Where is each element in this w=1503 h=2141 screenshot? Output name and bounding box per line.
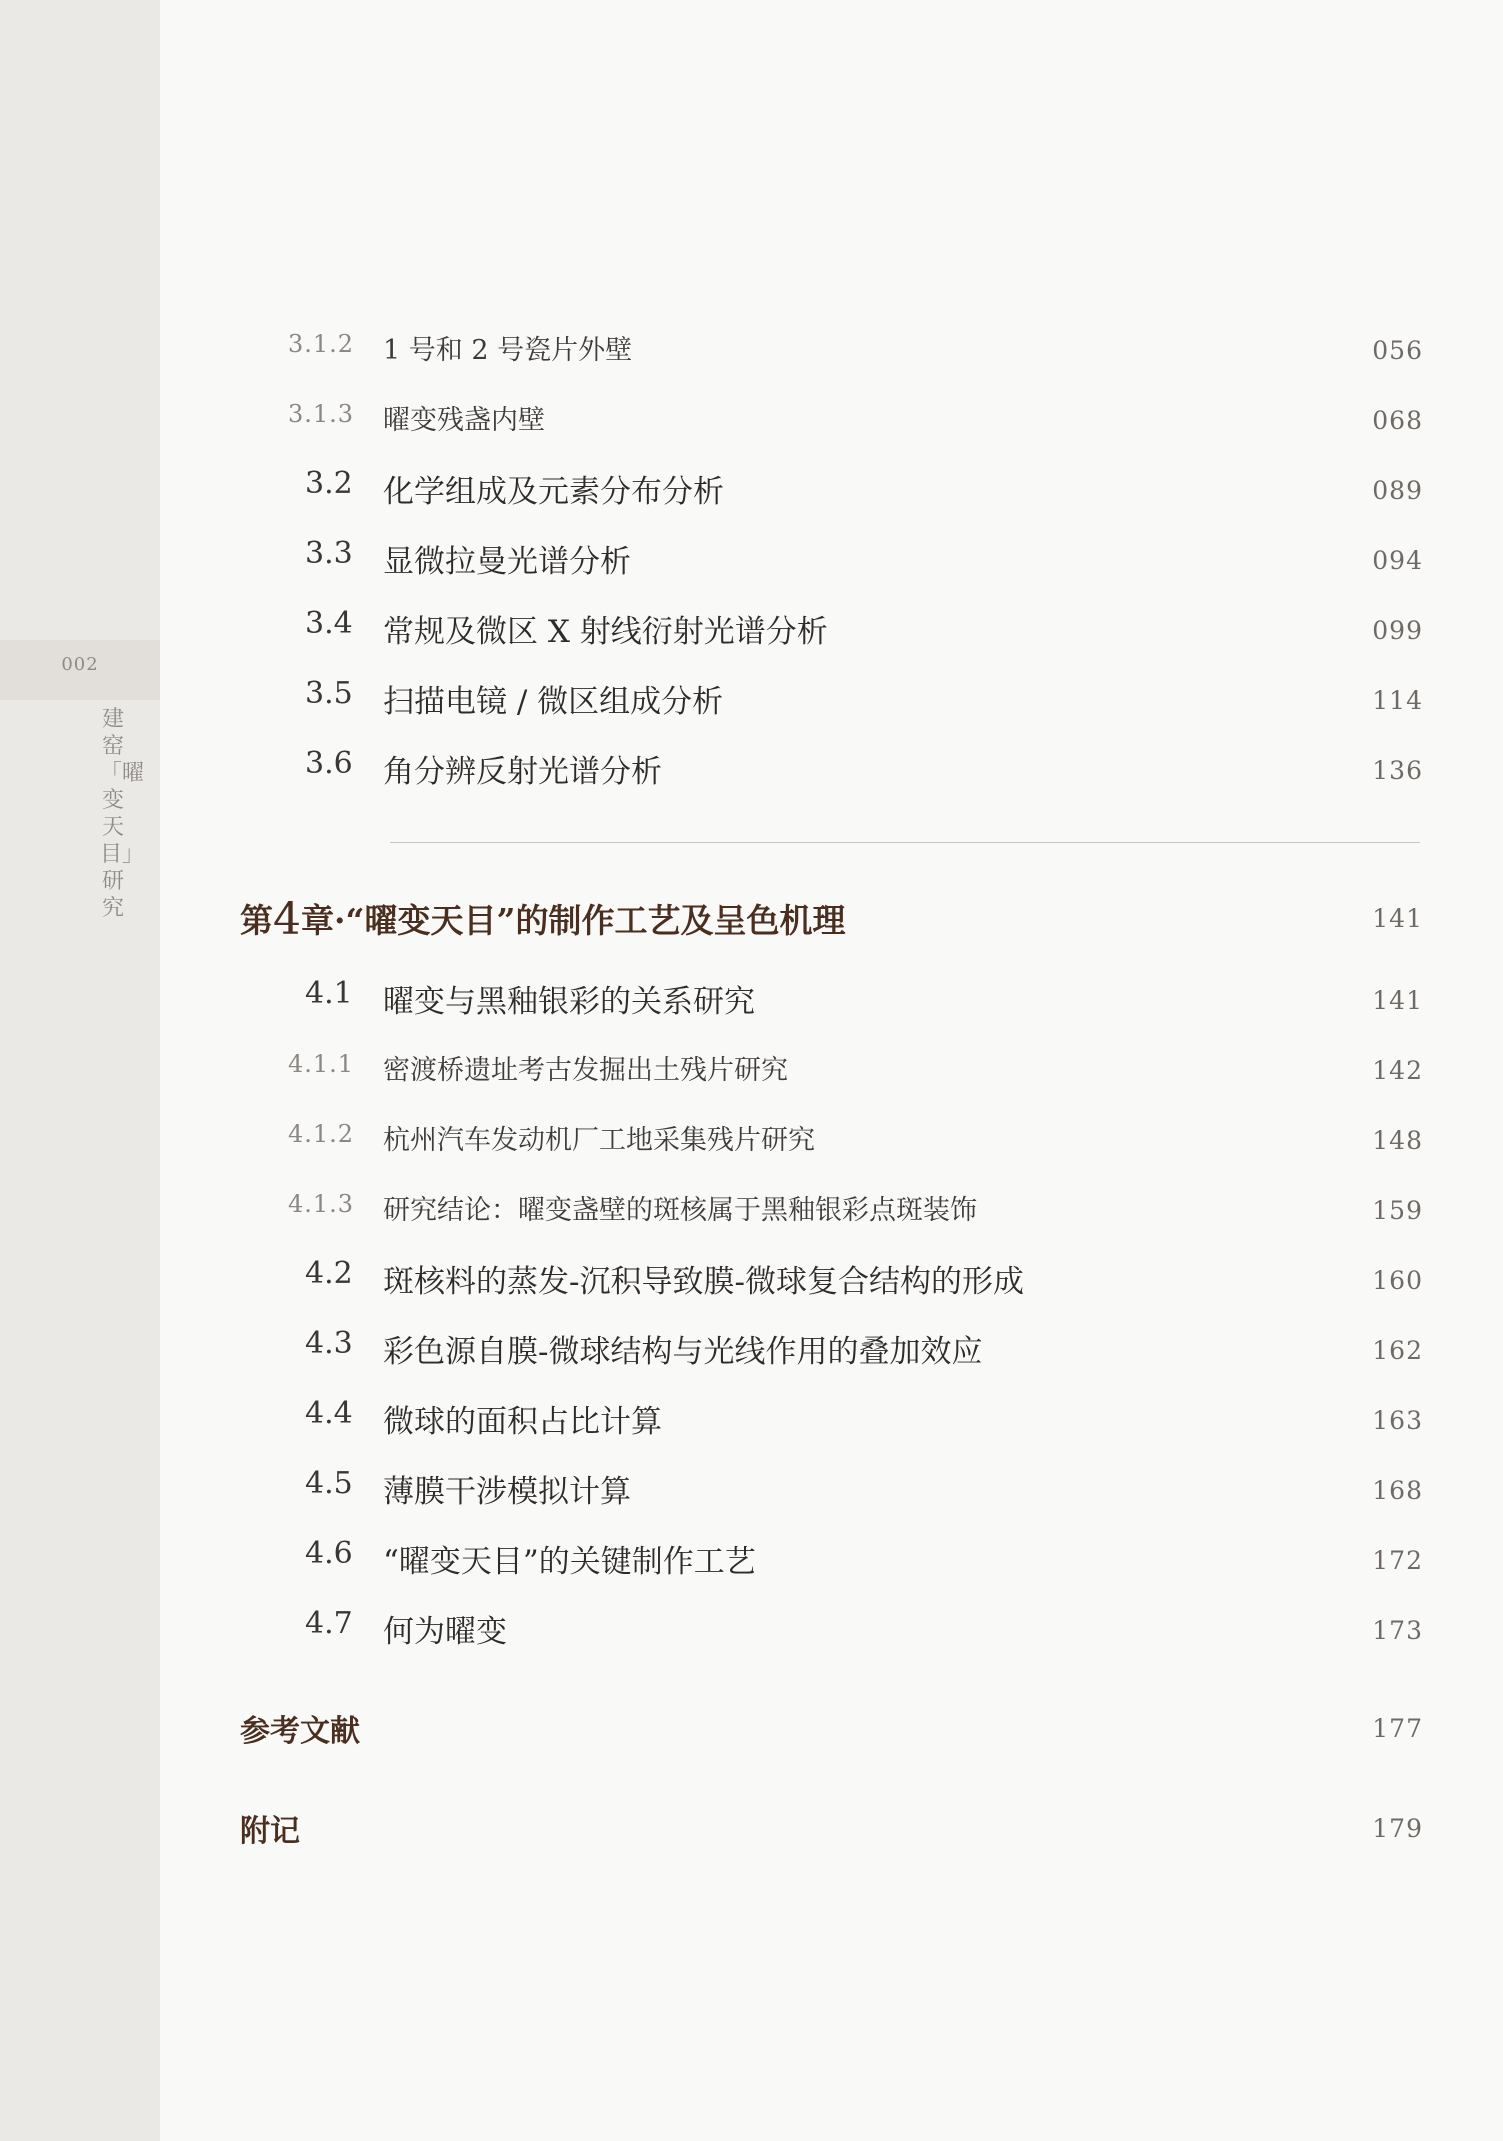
toc-entry-3-1-3[interactable] (0, 396, 1503, 446)
toc-entry-3-3[interactable] (0, 536, 1503, 586)
toc-entry-title: 杭州汽车发动机厂工地采集残片研究 (383, 1125, 815, 1156)
toc-references[interactable] (0, 1706, 1503, 1756)
toc-entry-number: 4.3 (305, 1326, 353, 1361)
toc-entry-number: 4.4 (305, 1396, 353, 1431)
toc-entry-page: 172 (1372, 1546, 1423, 1575)
page-number: 002 (61, 654, 99, 675)
chapter-title: “曜变天目”的制作工艺及呈色机理 (345, 901, 846, 940)
toc-entry-3-6[interactable] (0, 746, 1503, 796)
toc-entry-title: 角分辨反射光谱分析 (383, 754, 662, 790)
toc-entry-page: 141 (1372, 904, 1423, 933)
toc-entry-page: 099 (1372, 616, 1423, 645)
toc-entry-number: 3.5 (305, 676, 353, 711)
toc-entry-number: 4.7 (305, 1606, 353, 1641)
toc-entry-page: 114 (1372, 686, 1423, 715)
toc-entry-3-4[interactable] (0, 606, 1503, 656)
toc-entry-4-7[interactable] (0, 1606, 1503, 1656)
toc-entry-page: 177 (1372, 1714, 1423, 1743)
toc-entry-4-1-3[interactable] (0, 1186, 1503, 1236)
toc-entry-number: 3.3 (305, 536, 353, 571)
toc-entry-3-1-2[interactable] (0, 326, 1503, 376)
toc-entry-3-5[interactable] (0, 676, 1503, 726)
toc-entry-title: “曜变天目”的关键制作工艺 (383, 1544, 756, 1580)
toc-postscript[interactable] (0, 1806, 1503, 1856)
toc-entry-number: 3.2 (305, 466, 353, 501)
chapter-suffix: 章· (301, 901, 346, 940)
toc-entry-4-1-1[interactable] (0, 1046, 1503, 1096)
toc-entry-page: 148 (1372, 1126, 1423, 1155)
toc-entry-title: 常规及微区 X 射线衍射光谱分析 (383, 614, 828, 650)
toc-entry-page: 141 (1372, 986, 1423, 1015)
toc-entry-number: 3.1.2 (288, 330, 355, 358)
toc-entry-page: 179 (1372, 1814, 1423, 1843)
toc-entry-number: 3.6 (305, 746, 353, 781)
toc-entry-title: 微球的面积占比计算 (383, 1404, 662, 1440)
toc-entry-title: 曜变与黑釉银彩的关系研究 (383, 984, 755, 1020)
toc-entry-title: 参考文献 (240, 1714, 360, 1749)
toc-entry-4-6[interactable] (0, 1536, 1503, 1586)
toc-entry-page: 136 (1372, 756, 1423, 785)
toc-entry-title: 曜变残盏内壁 (383, 405, 545, 436)
toc-entry-title: 斑核料的蒸发-沉积导致膜-微球复合结构的形成 (383, 1264, 1024, 1300)
toc-entry-title: 薄膜干涉模拟计算 (383, 1474, 631, 1510)
toc-entry-number: 3.1.3 (288, 400, 355, 428)
toc-entry-title: 1 号和 2 号瓷片外壁 (383, 335, 633, 366)
toc-entry-page: 173 (1372, 1616, 1423, 1645)
running-head: 建窑「曜变天目」研究 (100, 707, 145, 921)
chapter-number: 4 (273, 894, 301, 945)
toc-entry-number: 4.2 (305, 1256, 353, 1291)
toc-entry-page: 159 (1372, 1196, 1423, 1225)
toc-entry-number: 3.4 (305, 606, 353, 641)
toc-entry-4-5[interactable] (0, 1466, 1503, 1516)
toc-chapter-4[interactable] (0, 892, 1503, 945)
toc-entry-4-4[interactable] (0, 1396, 1503, 1446)
toc-entry-number: 4.1.1 (288, 1050, 355, 1078)
toc-entry-4-1[interactable] (0, 976, 1503, 1026)
toc-entry-title: 化学组成及元素分布分析 (383, 474, 724, 510)
section-divider (390, 842, 1420, 843)
toc-entry-4-2[interactable] (0, 1256, 1503, 1306)
toc-entry-title: 密渡桥遗址考古发掘出土残片研究 (383, 1055, 788, 1086)
toc-entry-title: 显微拉曼光谱分析 (383, 544, 631, 580)
toc-entry-page: 089 (1372, 476, 1423, 505)
toc-entry-number: 4.6 (305, 1536, 353, 1571)
toc-entry-page: 142 (1372, 1056, 1423, 1085)
toc-entry-page: 068 (1372, 406, 1423, 435)
toc-entry-number: 4.1.2 (288, 1120, 355, 1148)
toc-entry-page: 162 (1372, 1336, 1423, 1365)
toc-entry-page: 168 (1372, 1476, 1423, 1505)
toc-entry-number: 4.5 (305, 1466, 353, 1501)
toc-entry-number: 4.1.3 (288, 1190, 355, 1218)
chapter-prefix: 第 (240, 901, 273, 940)
toc-entry-page: 160 (1372, 1266, 1423, 1295)
toc-entry-page: 094 (1372, 546, 1423, 575)
toc-entry-4-1-2[interactable] (0, 1116, 1503, 1166)
toc-entry-page: 163 (1372, 1406, 1423, 1435)
chapter-heading (240, 892, 845, 943)
toc-entry-title: 彩色源自膜-微球结构与光线作用的叠加效应 (383, 1334, 983, 1370)
toc-entry-number: 4.1 (305, 976, 353, 1011)
toc-entry-3-2[interactable] (0, 466, 1503, 516)
toc-entry-title: 附记 (240, 1814, 300, 1849)
toc-entry-title: 研究结论：曜变盏壁的斑核属于黑釉银彩点斑装饰 (383, 1195, 977, 1226)
toc-entry-page: 056 (1372, 336, 1423, 365)
toc-entry-title: 扫描电镜 / 微区组成分析 (383, 684, 724, 720)
toc-entry-4-3[interactable] (0, 1326, 1503, 1376)
toc-entry-title: 何为曜变 (383, 1614, 507, 1650)
